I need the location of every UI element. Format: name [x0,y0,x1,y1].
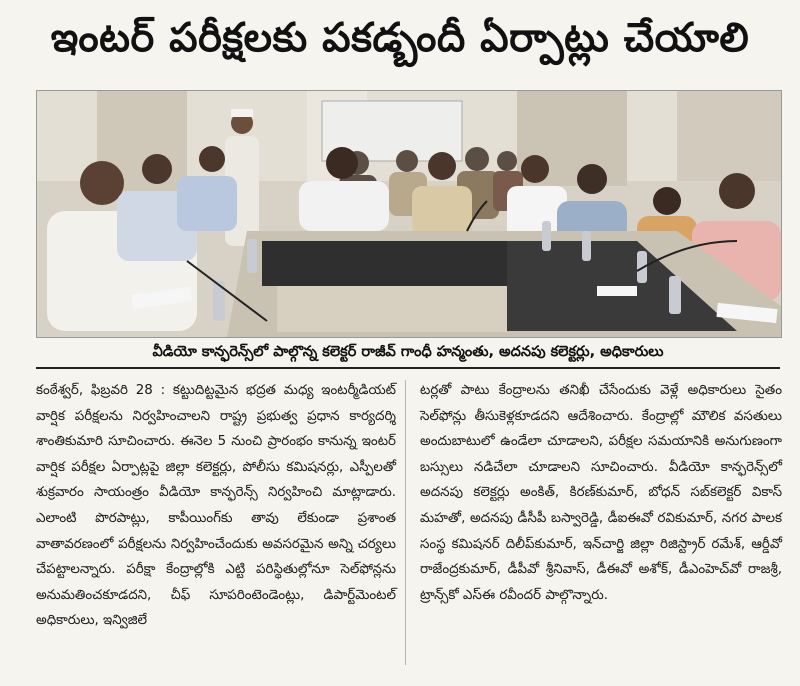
meeting-photo [36,90,782,338]
column-divider [405,380,406,665]
article-paragraph-left: కంఠేశ్వర్, ఫిబ్రవరి 28 : కట్టుదిట్టమైన భద్రత మధ్య ఇంటర్మీడియట్ వార్షిక పరీక్షలను నిర్వహించాలని రాష్ట్ర ప్రభుత్వ ప్రధాన కార్యదర్శి శాంతికుమారి సూచించారు. ఈనెల 5 నుంచి ప్రారంభం కానున్న ఇంటర్ వార్షిక పరీక్షల ఏర్పాట్లపై జిల్లా కలెక్టర్లు, పోలీసు కమిషనర్లు, ఎస్పీలతో శుక్రవారం సాయంత్రం వీడియో కాన్ఫరెన్స్ నిర్వహించి మాట్లాడారు. ఎలాంటి పొరపాట్లు, కాపీయింగ్‌కు తావు లేకుండా ప్రశాంత వాతావరణంలో పరీక్షలను నిర్వహించేందుకు అవసరమైన అన్ని చర్యలు చేపట్టాలన్నారు. పరీక్షా కేంద్రాల్లోకి ఎట్టి పరిస్థితుల్లోనూ సెల్‌ఫోన్లను అనుమతించకూడదని, చీఫ్ సూపరింటెండెంట్లు, డిపార్ట్‌మెంటల్ అధికారులు, ఇన్విజిలే [36,383,396,629]
article-right-column [420,378,782,608]
article-left-column [36,378,396,634]
meeting-photo-icon [37,91,781,337]
headline: ఇంటర్ పరీక్షలకు పకడ్బందీ ఏర్పాట్లు చేయాలి [50,15,750,61]
article-paragraph-right: టర్లతో పాటు కేంద్రాలను తనిఖీ చేసేందుకు వెళ్లే అధికారులు సైతం సెల్‌ఫోన్లు తీసుకెళ్లకూడదని ఆదేశించారు. కేంద్రాల్లో మౌలిక వసతులు అందుబాటులో ఉండేలా చూడాలని, పరీక్షల సమయానికి అనుగుణంగా బస్సులు నడిచేలా చూడాలని సూచించారు. వీడియో కాన్ఫరెన్స్‌లో అదనపు కలెక్టర్లు అంకిత్, కిరణ్‌కుమార్, బోధన్ సబ్‌కలెక్టర్ వికాస్ మహతో, అదనపు డీసీపీ బస్వారెడ్డి, డీఐఈవో రవికుమార్, నగర పాలక సంస్థ కమిషనర్ దిలీప్‌కుమార్, ఇన్‌చార్జి జిల్లా రిజిస్ట్రార్ రమేశ్, ఆర్డీవో రాజేంద్రకుమార్, డీపీవో శ్రీనివాస్, డీఈవో అశోక్, డీఎంహెచ్‌వో రాజశ్రీ, ట్రాన్స్‌కో ఎస్ఈ రవీందర్ పాల్గొన్నారు. [420,383,782,603]
photo-caption: వీడియో కాన్ఫరెన్స్‌లో పాల్గొన్న కలెక్టర్ రాజీవ్ గాంధీ హన్మంతు, అదనపు కలెక్టర్లు, అధికారులు [36,341,780,369]
